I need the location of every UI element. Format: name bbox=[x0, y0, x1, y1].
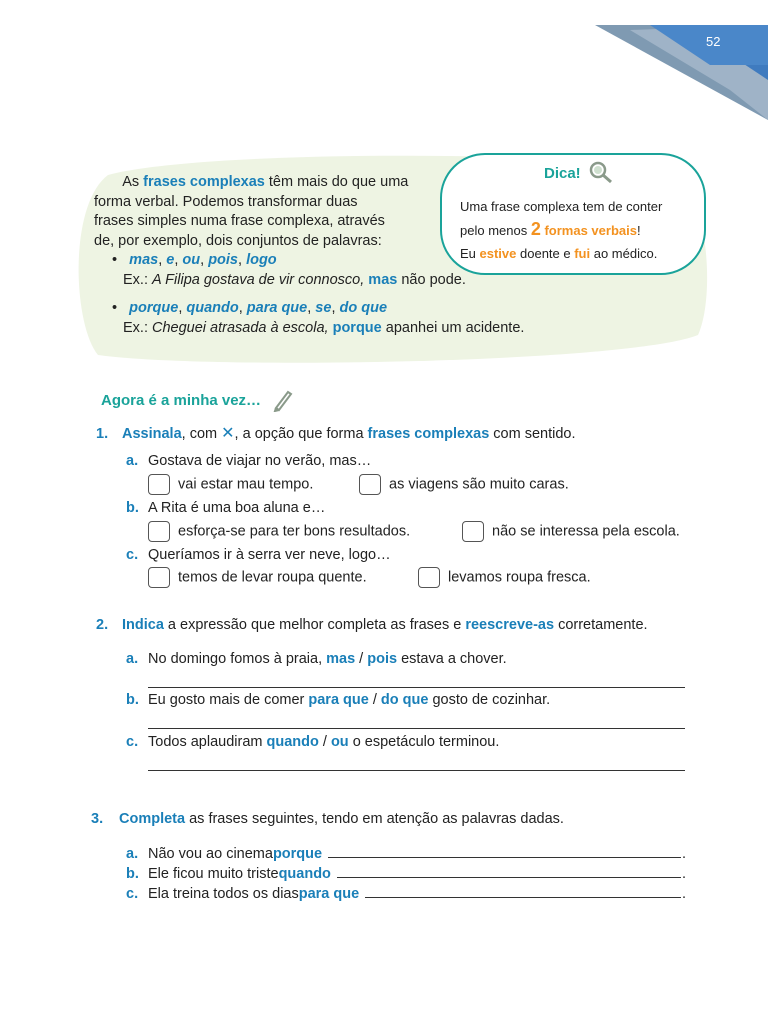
corner-decoration bbox=[590, 20, 768, 125]
question-3-prompt: 3. Completa as frases seguintes, tendo em atenção as palavras dadas. bbox=[91, 811, 564, 827]
q1-a-stem: a. Gostava de viajar no verão, mas… bbox=[126, 453, 372, 469]
q1-c-option-2[interactable]: levamos roupa fresca. bbox=[418, 567, 591, 588]
conjunction-set-1: • mas, e, ou, pois, logo bbox=[112, 252, 277, 268]
question-2-prompt: 2. Indica a expressão que melhor completa as frases e reescreve-as corretamente. bbox=[96, 617, 648, 633]
fill-line[interactable] bbox=[337, 877, 681, 878]
q2-a: a. No domingo fomos à praia, mas / pois estava a chover. bbox=[126, 651, 507, 667]
magnifier-icon bbox=[588, 160, 614, 184]
section-title: Agora é a minha vez… bbox=[101, 392, 262, 409]
tip-title: Dica! bbox=[544, 165, 581, 182]
q3-b: b. Ele ficou muito triste quando . bbox=[126, 866, 686, 882]
fill-line[interactable] bbox=[365, 897, 681, 898]
q1-b-stem: b. A Rita é uma boa aluna e… bbox=[126, 500, 326, 516]
answer-line[interactable] bbox=[148, 687, 685, 688]
theory-text: As frases complexas têm mais do que uma forma verbal. Podemos transformar duas frases simples numa frase complexa, através de, por exemplo, dois conjuntos de palavras: bbox=[94, 174, 409, 249]
q1-c-stem: c. Queríamos ir à serra ver neve, logo… bbox=[126, 547, 391, 563]
q2-c: c. Todos aplaudiram quando / ou o espetáculo terminou. bbox=[126, 734, 500, 750]
checkbox[interactable] bbox=[359, 474, 381, 495]
example-1: Ex.: A Filipa gostava de vir connosco, mas não pode. bbox=[123, 272, 466, 288]
checkbox[interactable] bbox=[418, 567, 440, 588]
tip-text: Uma frase complexa tem de conter pelo menos 2 formas verbais! Eu estive doente e fui ao médico. bbox=[460, 199, 663, 261]
q3-a: a. Não vou ao cinema porque . bbox=[126, 846, 686, 862]
conjunction-set-2: • porque, quando, para que, se, do que bbox=[112, 300, 388, 316]
q3-c: c. Ela treina todos os dias para que . bbox=[126, 886, 686, 902]
checkbox[interactable] bbox=[148, 474, 170, 495]
answer-line[interactable] bbox=[148, 728, 685, 729]
pencil-icon bbox=[272, 388, 294, 412]
answer-line[interactable] bbox=[148, 770, 685, 771]
checkbox[interactable] bbox=[148, 567, 170, 588]
q1-a-option-2[interactable]: as viagens são muito caras. bbox=[359, 474, 569, 495]
q1-a-option-1[interactable]: vai estar mau tempo. bbox=[148, 474, 313, 495]
question-1-prompt: 1. Assinala, com ✕, a opção que forma frases complexas com sentido. bbox=[96, 425, 576, 442]
fill-line[interactable] bbox=[328, 857, 681, 858]
example-2: Ex.: Cheguei atrasada à escola, porque apanhei um acidente. bbox=[123, 320, 525, 336]
q2-b: b. Eu gosto mais de comer para que / do que gosto de cozinhar. bbox=[126, 692, 551, 708]
q1-b-option-2[interactable]: não se interessa pela escola. bbox=[462, 521, 680, 542]
checkbox[interactable] bbox=[148, 521, 170, 542]
page-number: 52 bbox=[706, 34, 721, 49]
checkbox[interactable] bbox=[462, 521, 484, 542]
q1-c-option-1[interactable]: temos de levar roupa quente. bbox=[148, 567, 367, 588]
q1-b-option-1[interactable]: esforça-se para ter bons resultados. bbox=[148, 521, 410, 542]
